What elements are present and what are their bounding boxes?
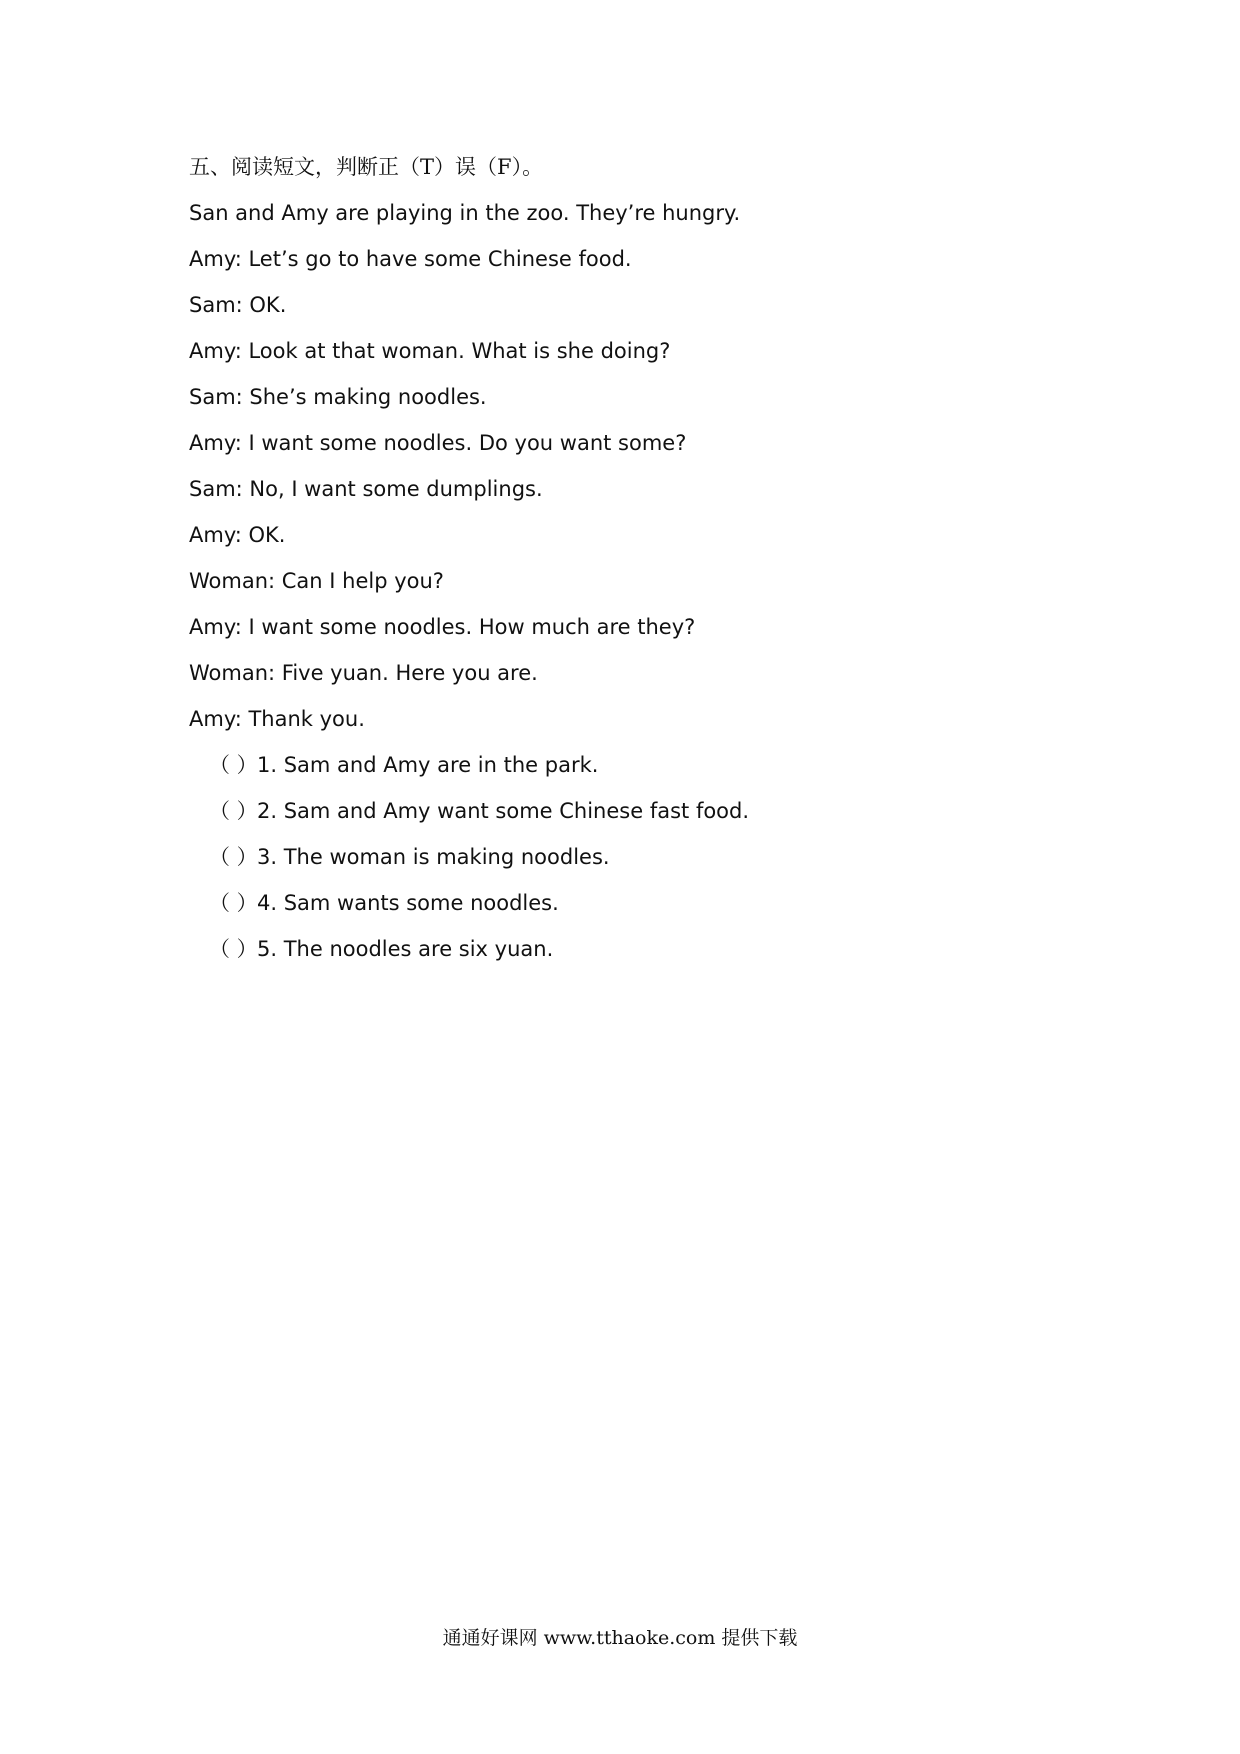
answer-blank[interactable]: （ ） [209, 891, 258, 915]
question-text: 4. Sam wants some noodles. [257, 891, 559, 915]
answer-blank[interactable]: （ ） [209, 937, 258, 961]
answer-blank[interactable]: （ ） [209, 753, 258, 777]
question-text: 3. The woman is making noodles. [257, 845, 610, 869]
question-item [189, 742, 1089, 788]
question-list [189, 742, 1089, 972]
question-text: 1. Sam and Amy are in the park. [257, 753, 599, 777]
question-item [189, 926, 1089, 972]
question-item [189, 834, 1089, 880]
passage-line: Sam: No, I want some dumplings. [189, 477, 543, 501]
answer-blank[interactable]: （ ） [209, 799, 258, 823]
answer-blank[interactable]: （ ） [209, 845, 258, 869]
question-item [189, 788, 1089, 834]
passage-line: Amy: Look at that woman. What is she doing? [189, 339, 671, 363]
passage-line: Woman: Five yuan. Here you are. [189, 661, 538, 685]
passage-line: Amy: Let’s go to have some Chinese food. [189, 247, 632, 271]
passage-line: Amy: OK. [189, 523, 286, 547]
passage-line: Woman: Can I help you? [189, 569, 444, 593]
question-item [189, 880, 1089, 926]
page-footer: 通通好课网 www.tthaoke.com 提供下载 [442, 1627, 798, 1649]
question-text: 5. The noodles are six yuan. [257, 937, 554, 961]
question-text: 2. Sam and Amy want some Chinese fast food. [257, 799, 750, 823]
passage-line: Sam: OK. [189, 293, 287, 317]
passage-line: Amy: Thank you. [189, 707, 365, 731]
exercise-section [189, 144, 1089, 972]
reading-passage [189, 190, 1089, 742]
passage-line: Sam: She’s making noodles. [189, 385, 487, 409]
passage-line: Amy: I want some noodles. How much are they? [189, 615, 696, 639]
section-heading: 五、阅读短文，判断正（T）误（F）。 [189, 155, 544, 179]
passage-line: San and Amy are playing in the zoo. They’re hungry. [189, 201, 741, 225]
passage-line: Amy: I want some noodles. Do you want some? [189, 431, 687, 455]
